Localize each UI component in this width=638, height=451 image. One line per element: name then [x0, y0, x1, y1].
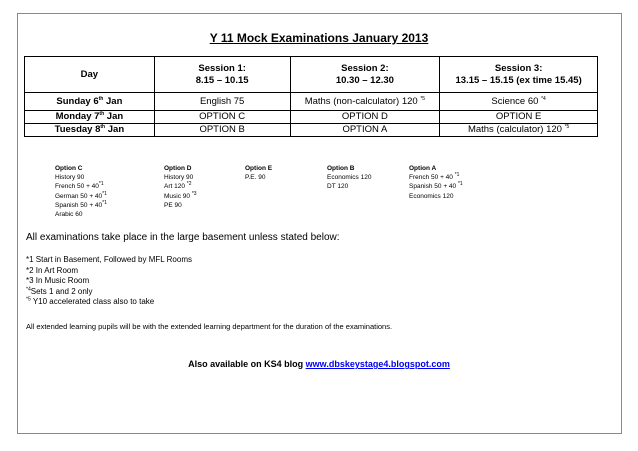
day-cell: Sunday 6th Jan — [25, 93, 155, 111]
footnote: *2 In Art Room — [26, 265, 79, 275]
option-a-list: Option A French 50 + 40 $^{*1}$ Spanish 50 + 40 $^{*1}$ Economics 120 — [409, 165, 463, 200]
header-session-2: Session 2: 10.30 – 12.30 — [290, 57, 440, 93]
list-item: Art 120 $^{*2}$ — [164, 181, 192, 191]
list-item: P.E. 90 — [245, 174, 266, 182]
blog-line: Also available on KS4 blog www.dbskeystage4.blogspot.com — [188, 359, 450, 369]
list-item: History 90 — [164, 174, 194, 182]
option-c-list: Option C History 90 French $50 + 40^{*1}$ German $50 + 40^{*1}$ Spanish $50 + 40^{*1}$ Arabic 60 — [55, 165, 107, 219]
list-item: Economics 120 — [409, 192, 454, 200]
list-item: PE 90 — [164, 201, 182, 209]
blog-link[interactable]: www.dbskeystage4.blogspot.com — [305, 359, 450, 369]
footnote: $^{*4}$Sets 1 and 2 only — [26, 285, 93, 296]
header-session-1: Session 1: 8.15 – 10.15 — [154, 57, 290, 93]
list-item: Music 90 $^{*3}$ — [164, 190, 197, 200]
extended-learning-note: All extended learning pupils will be with the extended learning department for the duration of the examinations. — [26, 322, 393, 331]
session-1-cell: English 75 — [154, 93, 290, 111]
list-item: Arabic 60 — [55, 211, 83, 219]
session-2-cell: Maths (non-calculator) 120 $^{*5}$ — [290, 93, 440, 111]
table-row — [25, 93, 598, 111]
session-2-cell: OPTION A — [290, 124, 440, 137]
option-e-list: Option E P.E. 90 — [245, 165, 273, 182]
session-3-cell: OPTION E — [440, 111, 598, 124]
footnote: *3 In Music Room — [26, 276, 90, 285]
header-session-3: Session 3: 13.15 – 15.15 (ex time 15.45) — [440, 57, 598, 93]
day-cell: Tuesday 8th Jan — [25, 124, 155, 137]
list-item: History 90 — [55, 174, 85, 182]
day-cell: Monday 7th Jan — [25, 111, 155, 124]
list-item: Economics 120 — [327, 174, 372, 182]
session-2-cell: OPTION D — [290, 111, 440, 124]
session-1-cell: OPTION B — [154, 124, 290, 137]
page-title: Y 11 Mock Examinations January 2013 — [209, 31, 429, 45]
footnotes — [26, 255, 192, 308]
session-1-cell: OPTION C — [154, 111, 290, 124]
option-d-list: Option D History 90 Art 120 $^{*2}$ Music 90 $^{*3}$ PE 90 — [164, 165, 197, 209]
list-item: Spanish 50 + 40 $^{*1}$ — [409, 181, 463, 191]
list-item: DT 120 — [327, 183, 349, 191]
list-item: French 50 + 40 $^{*1}$ — [409, 172, 460, 182]
footnote: *1 Start in Basement, Followed by MFL Rooms — [26, 255, 192, 264]
list-item: German $50 + 40^{*1}$ — [55, 190, 107, 200]
location-note: All examinations take place in the large basement unless stated below: — [26, 232, 340, 243]
table-row — [25, 111, 598, 124]
footnote: $^{*5}$ Y10 accelerated class also to take — [26, 296, 155, 306]
exam-schedule-table — [24, 56, 598, 137]
table-row — [25, 124, 598, 137]
list-item: French $50 + 40^{*1}$ — [55, 181, 104, 191]
session-3-cell: Maths (calculator) 120 $^{*5}$ — [440, 124, 598, 137]
list-item: Spanish $50 + 40^{*1}$ — [55, 199, 107, 209]
table-header-row — [25, 57, 598, 93]
header-day: Day — [25, 57, 155, 93]
session-3-cell: Science 60 $^{*4}$ — [440, 93, 598, 111]
option-b-list: Option B Economics 120 DT 120 — [327, 165, 372, 191]
